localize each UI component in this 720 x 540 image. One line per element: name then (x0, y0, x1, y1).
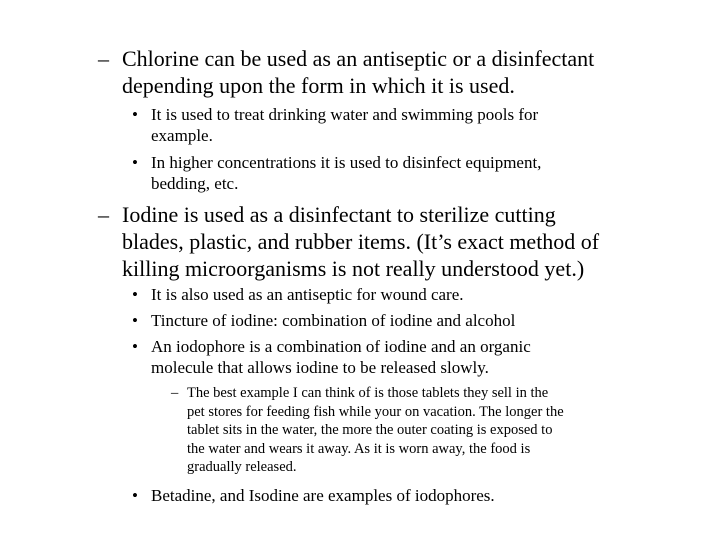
iodophore-example-text: The best example I can think of is those tablets they sell in the pet stores for feeding fish while your on vacation. The longer the tablet sits in the water, the more the outer coating is exposed to the water and wears it away. As it is worn away, the food is gradually released. (187, 385, 564, 476)
chlorine-bullet-text: It is used to treat drinking water and swimming pools for example. (151, 105, 539, 145)
chlorine-bullet-text: In higher concentrations it is used to disinfect equipment, bedding, etc. (151, 153, 542, 193)
dash-bullet-icon: – (171, 385, 179, 401)
dash-bullet-icon: – (98, 202, 109, 227)
round-bullet-icon: • (132, 311, 138, 330)
chlorine-point (98, 45, 720, 99)
chlorine-text: Chlorine can be used as an antiseptic or a disinfectant depending upon the form in which it is used. (122, 46, 595, 98)
iodine-text: Iodine is used as a disinfectant to sterilize cutting blades, plastic, and rubber items. (It’s exact method of killing microorganisms is not really understood yet.) (122, 202, 600, 281)
iodine-bullet-4 (132, 485, 691, 506)
round-bullet-icon: • (132, 105, 138, 124)
iodine-point (98, 201, 720, 282)
round-bullet-icon: • (132, 337, 138, 356)
round-bullet-icon: • (132, 486, 138, 505)
chlorine-bullet-2 (132, 152, 691, 194)
dash-bullet-icon: – (98, 46, 109, 71)
round-bullet-icon: • (132, 285, 138, 304)
round-bullet-icon: • (132, 153, 138, 172)
iodine-bullet-text: Tincture of iodine: combination of iodine and alcohol (151, 311, 516, 330)
iodine-bullet-text: Betadine, and Isodine are examples of iodophores. (151, 486, 495, 505)
iodophore-example (171, 384, 707, 477)
iodine-bullet-2 (132, 310, 691, 331)
iodine-bullet-3 (132, 336, 691, 378)
iodine-bullet-text: An iodophore is a combination of iodine and an organic molecule that allows iodine to be released slowly. (151, 337, 531, 377)
iodine-bullet-text: It is also used as an antiseptic for wound care. (151, 285, 464, 304)
iodine-bullet-1 (132, 284, 691, 305)
chlorine-bullet-1 (132, 104, 691, 146)
